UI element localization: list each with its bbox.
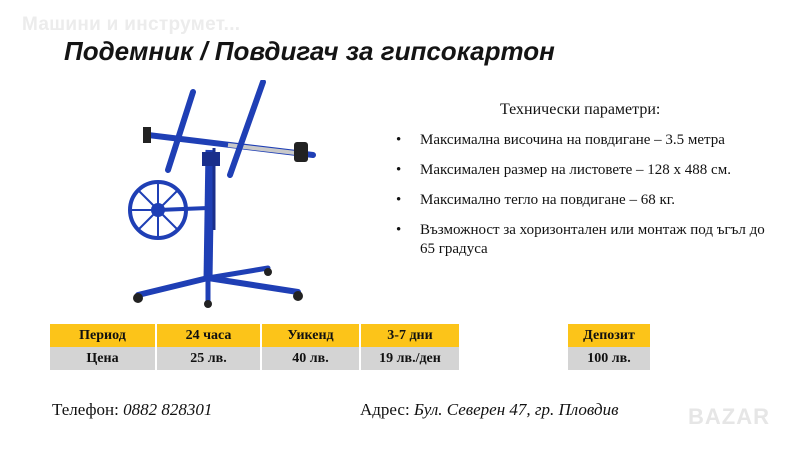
pricing-cell: 19 лв./ден: [361, 347, 459, 370]
deposit-table: [568, 324, 650, 370]
pricing-cell: 25 лв.: [157, 347, 260, 370]
address-label: Адрес:: [360, 400, 410, 419]
spec-item: • Възможност за хоризонтален или монтаж под ъгъл до 65 градуса: [396, 221, 766, 259]
watermark: Машини и инструмет...: [22, 14, 241, 35]
spec-item: • Максимална височина на повдигане – 3.5 метра: [396, 131, 796, 150]
bazar-logo: BAZAR: [688, 404, 770, 429]
pricing-header-cell: Период: [50, 324, 155, 347]
page-title: Подемник / Повдигач за гипсокартон: [64, 36, 555, 66]
deposit-header: Депозит: [568, 324, 650, 347]
spec-item: • Максимален размер на листовете – 128 х 488 см.: [396, 161, 796, 180]
pricing-table: [48, 324, 461, 370]
specs-list: [396, 131, 796, 259]
phone-number: 0882 828301: [123, 400, 213, 419]
pricing-header-cell: 3-7 дни: [361, 324, 459, 347]
pricing-header-row: [50, 324, 459, 347]
address: [360, 400, 618, 420]
technical-specs: [396, 101, 796, 270]
deposit-value: 100 лв.: [568, 347, 650, 370]
pricing-header-cell: 24 часа: [157, 324, 260, 347]
phone-label: Телефон:: [52, 400, 119, 419]
spec-item: • Максимално тегло на повдигане – 68 кг.: [396, 191, 796, 210]
address-value: Бул. Северен 47, гр. Пловдив: [413, 400, 619, 419]
pricing-value-row: [50, 347, 459, 370]
phone: [52, 400, 212, 420]
drywall-lift-icon: [118, 80, 328, 310]
pricing-header-cell: Уикенд: [262, 324, 359, 347]
pricing-cell: Цена: [50, 347, 155, 370]
pricing-cell: 40 лв.: [262, 347, 359, 370]
specs-heading: Технически параметри:: [500, 101, 661, 118]
